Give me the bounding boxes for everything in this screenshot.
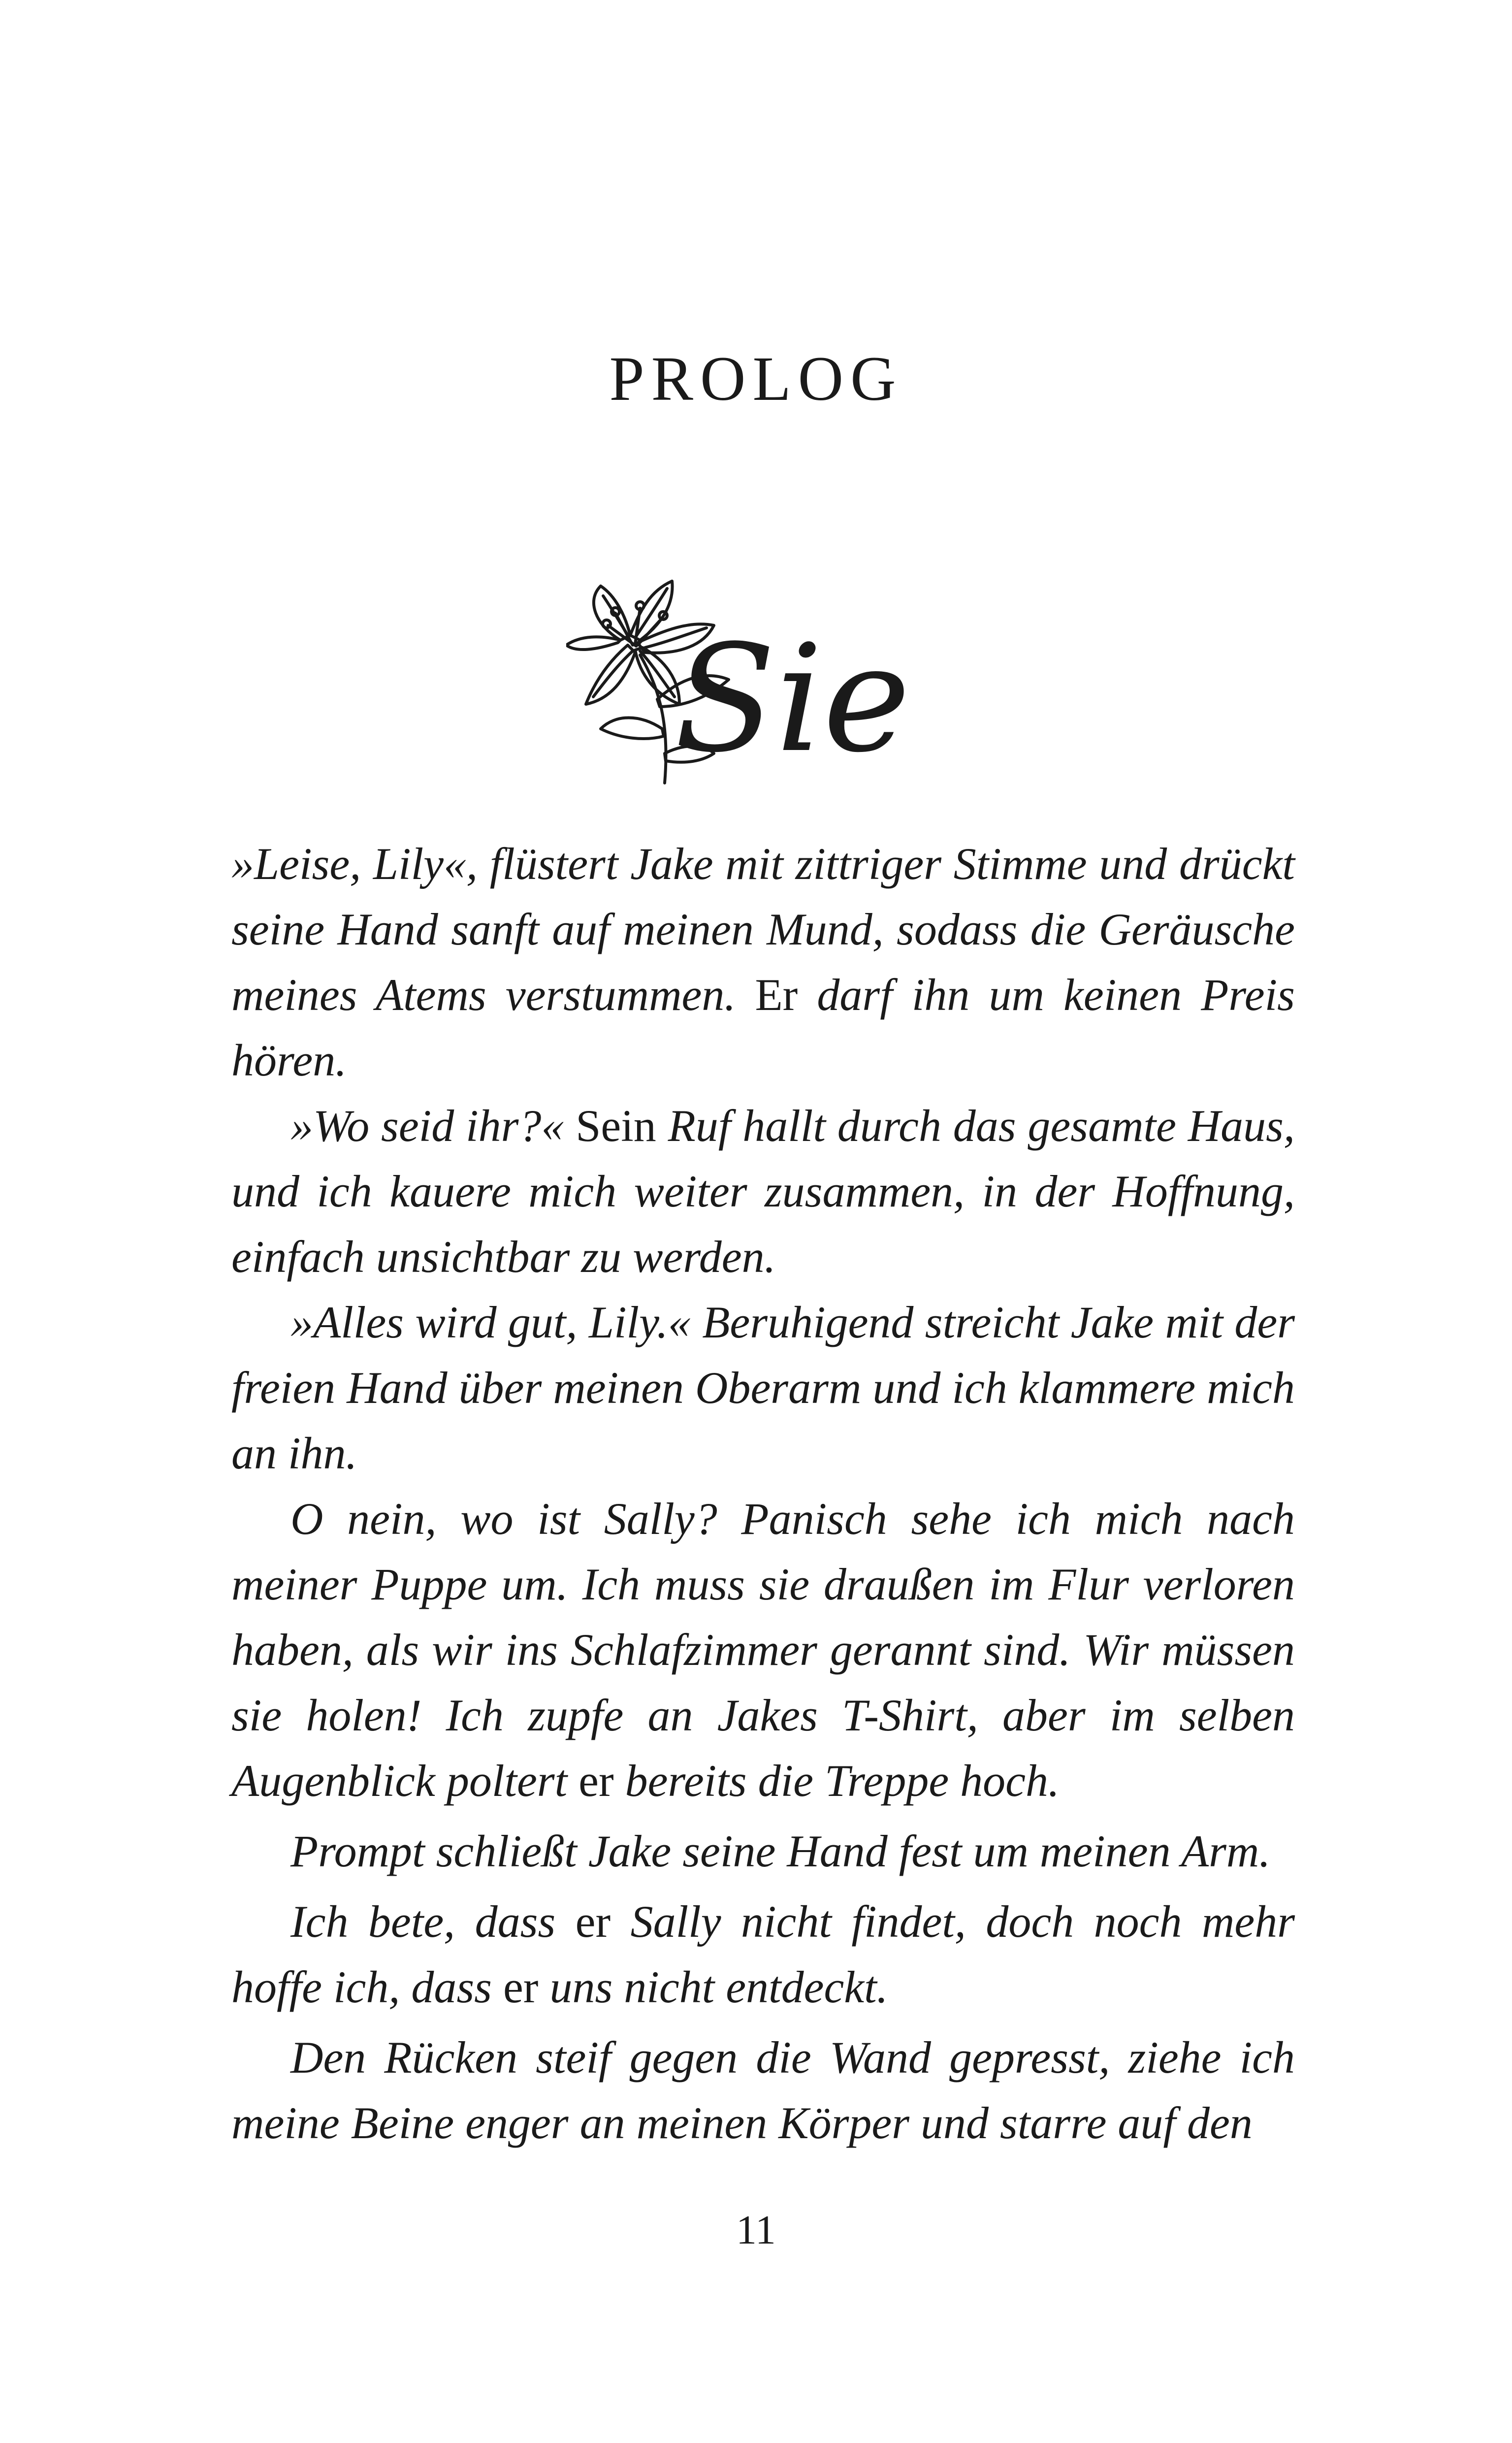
text-run: »Wo seid ihr?« — [290, 1101, 576, 1151]
paragraph — [231, 1093, 1295, 1290]
paragraph — [231, 1486, 1295, 1814]
text-run: darf ihn um keinen Preis hören. — [231, 970, 1295, 1085]
text-run: er — [575, 1896, 611, 1947]
paragraph — [231, 831, 1295, 1093]
text-run: »Alles wird gut, Lily.« Beruhigend streicht Jake mit der freien Hand über meinen Oberarm und ich klammere mich an ihn. — [231, 1297, 1295, 1478]
text-run: O nein, wo ist Sally? Panisch sehe ich mich nach meiner Puppe um. Ich muss sie draußen im Flur verloren haben, als wir ins Schlafzimmer gerannt sind. Wir müssen sie holen! Ich zupfe an Jakes T-Shirt, aber im selben Augenblick poltert — [231, 1494, 1295, 1806]
page-number: 11 — [736, 2207, 776, 2253]
text-run: Prompt schließt Jake seine Hand fest um meinen Arm. — [290, 1826, 1271, 1876]
text-run: er — [579, 1756, 614, 1806]
text-run: Ruf hallt durch das gesamte Haus, und ich kauere mich weiter zusammen, in der Hoffnung, einfach unsichtbar zu werden. — [231, 1101, 1295, 1282]
text-run: er — [503, 1962, 539, 2012]
text-run: bereits die Treppe hoch. — [613, 1756, 1060, 1806]
chapter-pov-label: Sie — [675, 613, 911, 785]
text-run: »Leise, Lily«, flüstert Jake mit zittriger Stimme und drückt seine Hand sanft auf meinen Mund, sodass die Geräusche meines Atems verstummen. — [231, 839, 1295, 1020]
text-run: Ich bete, dass — [290, 1896, 576, 1947]
text-run: Er — [755, 970, 798, 1020]
chapter-body-text — [231, 831, 1295, 2156]
text-run: Sein — [576, 1101, 656, 1151]
text-run: Sally nicht findet, doch noch mehr hoffe ich, dass — [231, 1896, 1295, 2012]
text-run: Den Rücken steif gegen die Wand gepresst, ziehe ich meine Beine enger an meinen Körper und starre auf den — [231, 2032, 1295, 2148]
text-run: uns nicht entdeckt. — [538, 1962, 888, 2012]
paragraph — [231, 1819, 1295, 1884]
paragraph — [231, 1889, 1295, 2020]
chapter-title: PROLOG — [609, 343, 903, 414]
paragraph — [231, 2025, 1295, 2156]
paragraph — [231, 1290, 1295, 1486]
